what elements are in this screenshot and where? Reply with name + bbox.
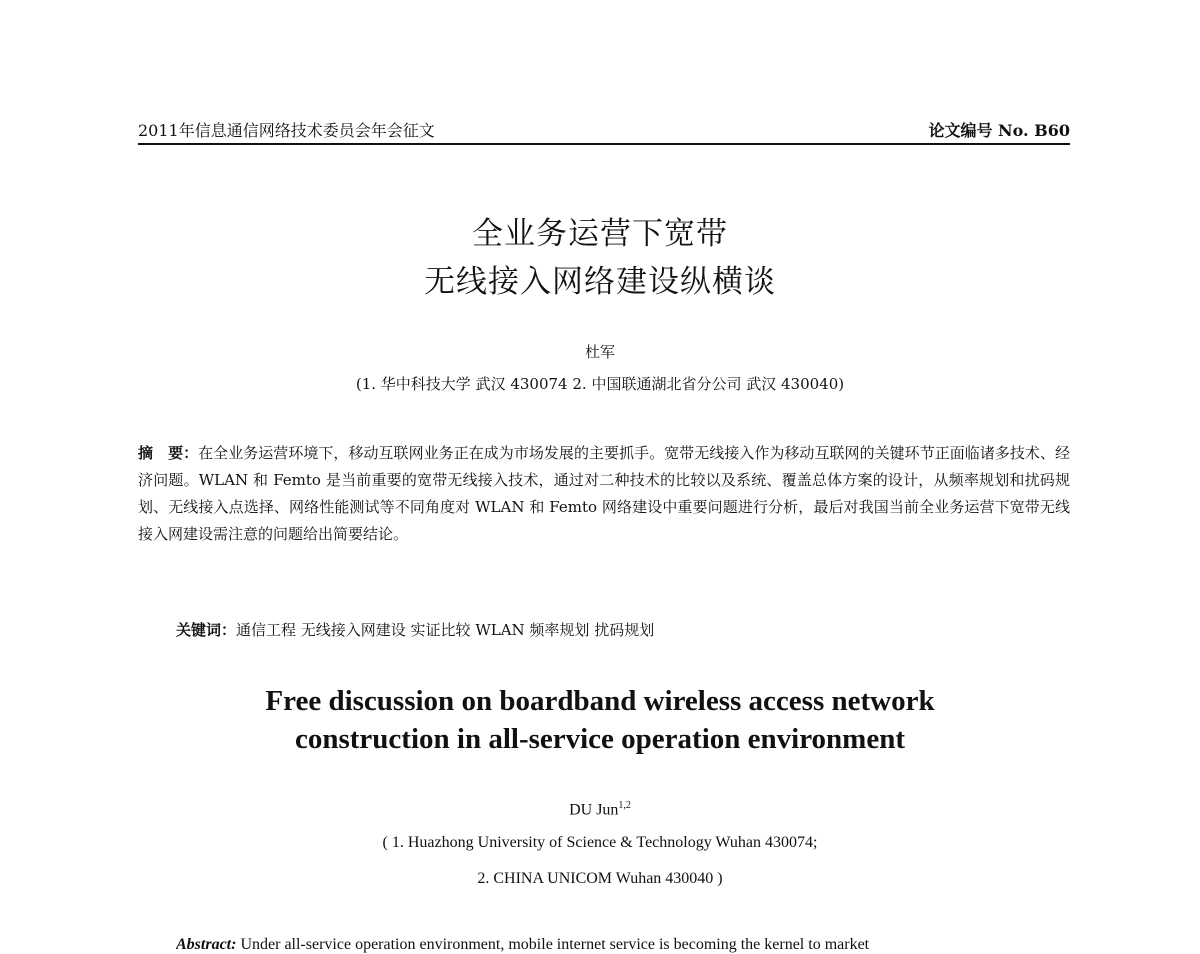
title-english-line-1: Free discussion on boardband wireless access network: [265, 685, 935, 717]
title-english-line-2: construction in all-service operation environment: [294, 723, 905, 755]
affiliation-chinese: (1. 华中科技大学 武汉 430074 2. 中国联通湖北省分公司 武汉 430040): [355, 375, 845, 393]
author-chinese: 杜军: [584, 343, 615, 361]
abstract-english-label: Abstract:: [176, 936, 237, 953]
conference-name: 2011年信息通信网络技术委员会年会征文: [138, 121, 435, 140]
abstract-chinese-text: 在全业务运营环境下，移动互联网业务正在成为市场发展的主要抓手。宽带无线接入作为移动互联网的关键环节正面临诸多技术、经济问题。WLAN 和 Femto 是当前重要的宽带无线接入技术，通过对二种技术的比较以及系统、覆盖总体方案的设计，从频率规划和扰码规划、无线接入点选择、网络性能测试等不同角度对 WLAN 和 Femto 网络建设中重要问题进行分析，最后对我国当前全业务运营下宽带无线接入网建设需注意的问题给出简要结论。: [138, 444, 1070, 543]
title-chinese: [0, 210, 1200, 306]
author-english-name: DU Jun: [569, 801, 619, 819]
abstract-chinese-label: 摘 要：: [138, 444, 199, 462]
author-english: [0, 800, 1200, 819]
title-chinese-line-2: 无线接入网络建设纵横谈: [424, 264, 776, 300]
paper-number: 论文编号 No. B60: [928, 121, 1070, 140]
keywords-chinese-label: 关键词：: [176, 621, 237, 639]
abstract-english-text: Under all-service operation environment, mobile internet service is becoming the kernel to market: [240, 936, 870, 953]
author-english-superscript: 1,2: [618, 800, 631, 811]
running-header: [138, 118, 1070, 144]
title-english: [0, 682, 1200, 758]
abstract-chinese: [138, 440, 1070, 548]
abstract-english: [176, 936, 1070, 954]
affiliation-english-line-2: 2. CHINA UNICOM Wuhan 430040 ): [477, 870, 723, 887]
header-rule: [138, 143, 1070, 145]
affiliation-english-line-1: ( 1. Huazhong University of Science & Technology Wuhan 430074;: [382, 834, 818, 851]
title-chinese-line-1: 全业务运营下宽带: [472, 216, 728, 252]
keywords-chinese-text: 通信工程 无线接入网建设 实证比较 WLAN 频率规划 扰码规划: [236, 621, 655, 639]
keywords-chinese: [176, 619, 1070, 640]
